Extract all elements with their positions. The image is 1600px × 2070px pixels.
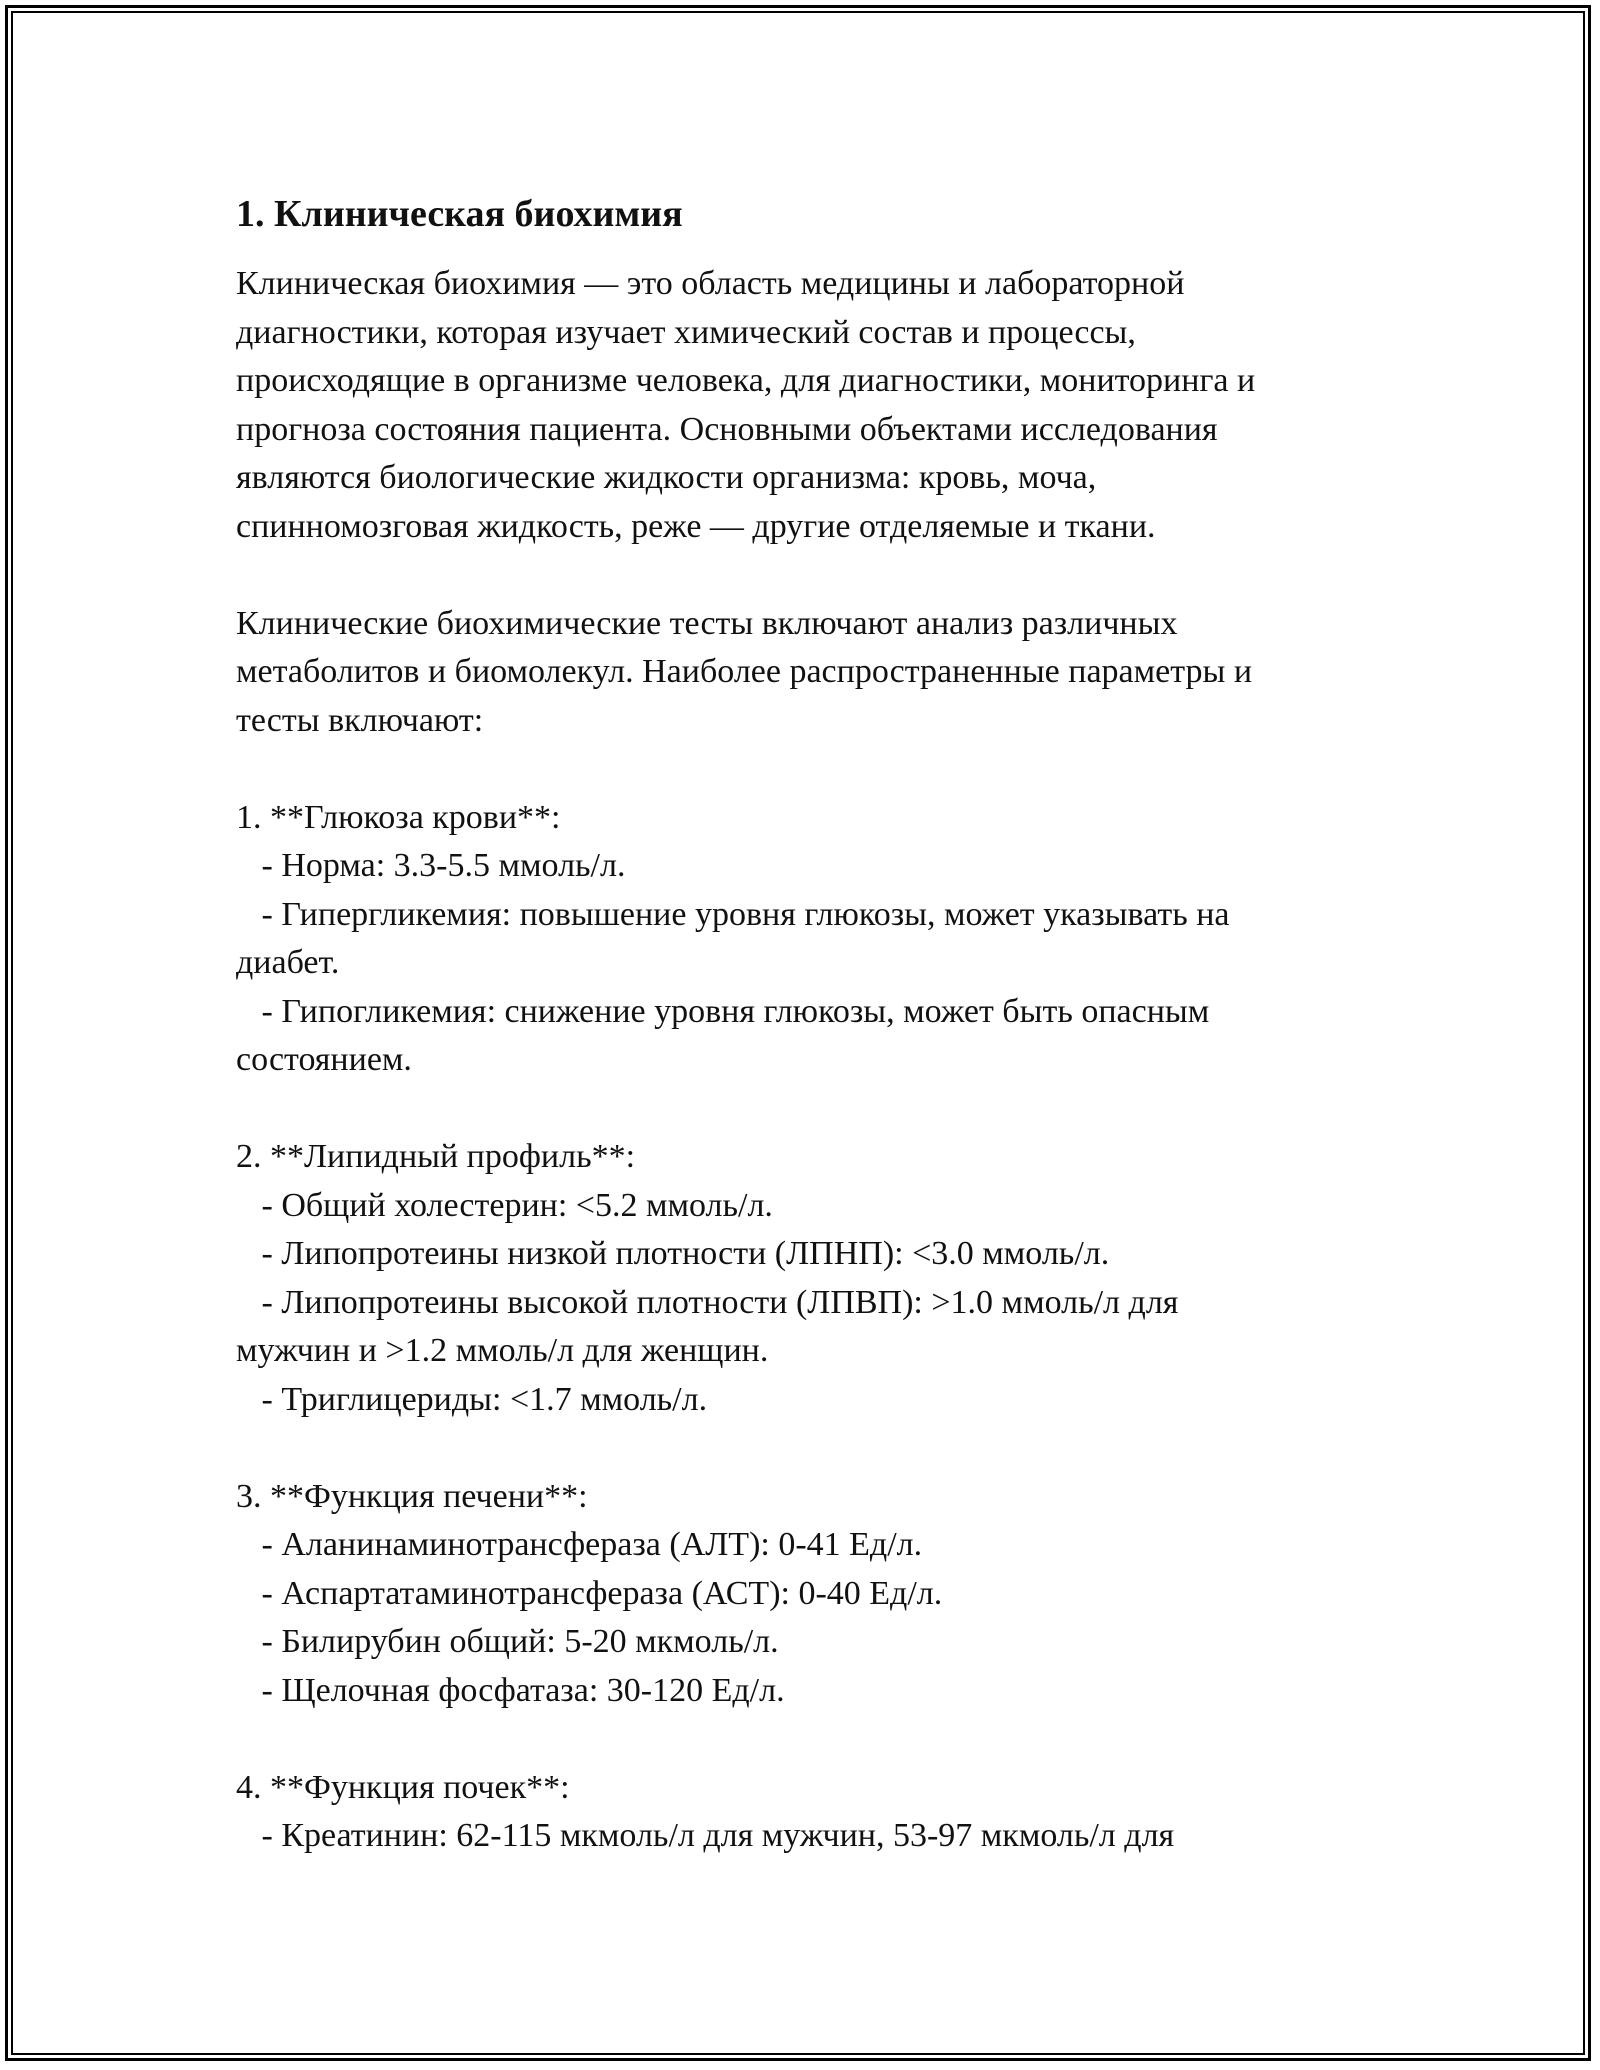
blank-line xyxy=(236,745,1376,794)
document-title: 1. Клиническая биохимия xyxy=(236,193,683,235)
text-line: - Липопротеины низкой плотности (ЛПНП): <3.0 ммоль/л. xyxy=(236,1235,1110,1272)
text-line: - Общий холестерин: <5.2 ммоль/л. xyxy=(236,1186,773,1224)
text-line: метаболитов и биомолекул. Наиболее распространенные параметры и xyxy=(236,653,1253,690)
text-line: Клиническая биохимия — это область медицины и лабораторной xyxy=(236,265,1185,302)
text-line: - Щелочная фосфатаза: 30-120 Ед/л. xyxy=(236,1671,785,1709)
text-line: диабет. xyxy=(236,944,340,981)
blank-line xyxy=(236,1424,1376,1473)
text-line: - Норма: 3.3-5.5 ммоль/л. xyxy=(236,847,626,884)
text-line: спинномозговая жидкость, реже — другие отделяемые и ткани. xyxy=(236,507,1156,545)
blank-line xyxy=(236,551,1376,600)
text-line: 1. **Глюкоза крови**: xyxy=(236,798,561,836)
text-line: являются биологические жидкости организма: кровь, моча, xyxy=(236,459,1097,496)
text-line: - Аспартатаминотрансфераза (АСТ): 0-40 Ед/л. xyxy=(236,1574,943,1612)
text-line: - Гипогликемия: снижение уровня глюкозы, может быть опасным xyxy=(236,992,1210,1030)
text-line: Клинические биохимические тесты включают анализ различных xyxy=(236,604,1178,642)
document-content xyxy=(236,188,1376,1861)
text-line: - Липопротеины высокой плотности (ЛПВП): >1.0 ммоль/л для xyxy=(236,1283,1179,1321)
text-line: прогноза состояния пациента. Основными объектами исследования xyxy=(236,410,1218,448)
document-body xyxy=(236,260,1376,1861)
text-line: 4. **Функция почек**: xyxy=(236,1768,570,1806)
blank-line xyxy=(236,1715,1376,1764)
text-line: - Креатинин: 62-115 мкмоль/л для мужчин, 53-97 мкмоль/л для xyxy=(236,1817,1175,1854)
text-line: происходящие в организме человека, для диагностики, мониторинга и xyxy=(236,362,1256,399)
text-line: диагностики, которая изучает химический состав и процессы, xyxy=(236,313,1136,351)
text-line: мужчин и >1.2 ммоль/л для женщин. xyxy=(236,1332,769,1369)
text-line: - Аланинаминотрансфераза (АЛТ): 0-41 Ед/л. xyxy=(236,1526,923,1563)
text-line: - Гипергликемия: повышение уровня глюкозы, может указывать на xyxy=(236,895,1230,933)
blank-line xyxy=(236,1085,1376,1134)
text-line: состоянием. xyxy=(236,1041,412,1078)
text-line: тесты включают: xyxy=(236,701,484,739)
text-line: 3. **Функция печени**: xyxy=(236,1477,588,1515)
text-line: - Билирубин общий: 5-20 мкмоль/л. xyxy=(236,1623,779,1660)
text-line: 2. **Липидный профиль**: xyxy=(236,1138,636,1175)
text-line: - Триглицериды: <1.7 ммоль/л. xyxy=(236,1380,708,1418)
